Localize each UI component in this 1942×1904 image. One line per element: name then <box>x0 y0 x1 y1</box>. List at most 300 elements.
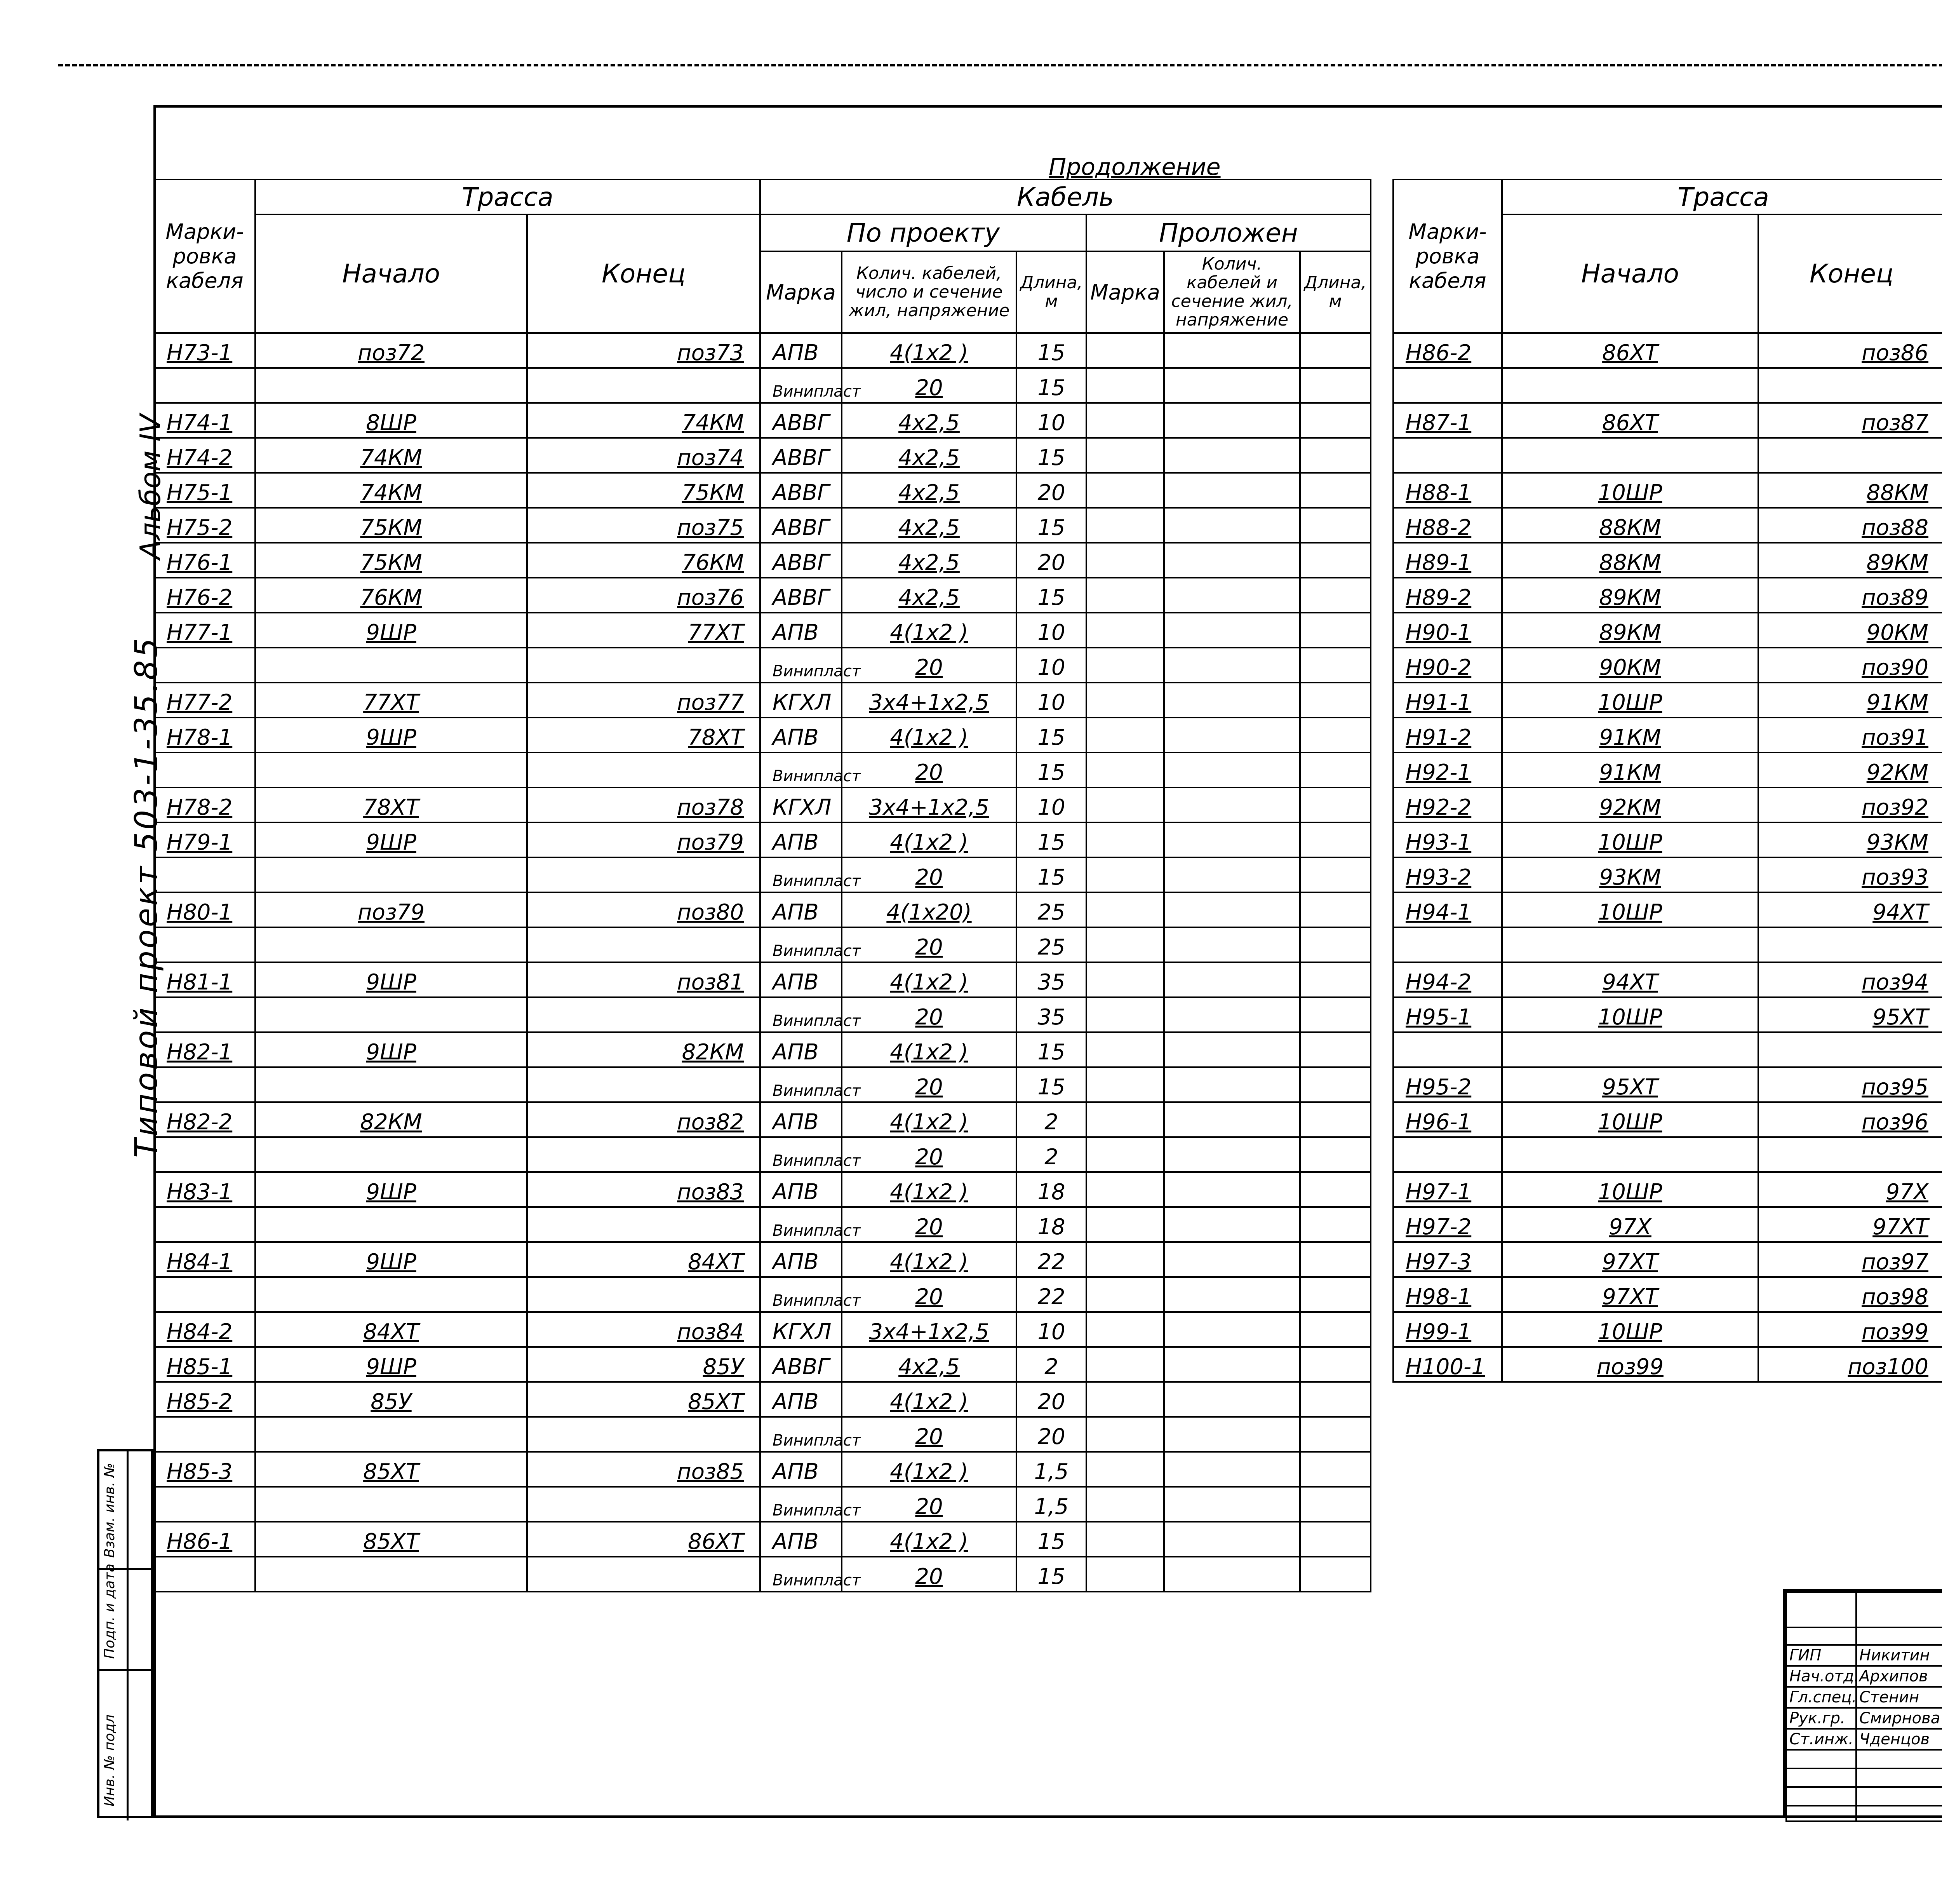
cable-mark <box>154 997 255 1032</box>
route-end: поз93 <box>1758 857 1942 892</box>
laid-brand <box>1086 927 1164 962</box>
route-start: 9ШР <box>255 1242 527 1277</box>
route-end: поз92 <box>1758 787 1942 822</box>
laid-length <box>1300 1102 1371 1137</box>
laid-spec <box>1164 997 1300 1032</box>
route-end <box>527 1137 760 1172</box>
right-h-mark: Марки-ровка кабеля <box>1393 179 1502 333</box>
right-h-start: Начало <box>1502 214 1758 333</box>
laid-length <box>1300 438 1371 473</box>
route-end: поз91 <box>1758 718 1942 753</box>
cable-mark <box>154 1207 255 1242</box>
cable-brand: Винипласт <box>760 997 842 1032</box>
cable-mark: Н96-1 <box>1393 1102 1502 1137</box>
table-row <box>154 1067 1371 1102</box>
role-0: ГИП <box>1786 1645 1856 1666</box>
cable-brand: Винипласт <box>760 1207 842 1242</box>
table-row <box>154 1382 1371 1417</box>
table-row <box>1393 997 1942 1032</box>
laid-brand <box>1086 578 1164 613</box>
laid-spec <box>1164 1277 1300 1312</box>
table-row <box>1393 1172 1942 1207</box>
table-row <box>154 1347 1371 1382</box>
role-name-0: Никитин <box>1856 1645 1942 1666</box>
cable-mark <box>1393 368 1502 403</box>
route-end <box>527 368 760 403</box>
table-row <box>154 1207 1371 1242</box>
cable-mark: Н82-2 <box>154 1102 255 1137</box>
route-end: 94ХТ <box>1758 892 1942 927</box>
laid-length <box>1300 1172 1371 1207</box>
laid-brand <box>1086 1557 1164 1592</box>
cable-spec: 4(1х2 ) <box>842 613 1016 648</box>
cable-spec: 20 <box>842 753 1016 787</box>
cable-mark: Н94-1 <box>1393 892 1502 927</box>
table-row <box>154 333 1371 368</box>
laid-length <box>1300 648 1371 683</box>
cable-brand: Винипласт <box>760 1417 842 1452</box>
table-row <box>154 1312 1371 1347</box>
route-start: 91КМ <box>1502 718 1758 753</box>
album-label: Альбом IV <box>134 414 167 559</box>
cable-brand: Винипласт <box>760 927 842 962</box>
cable-mark: Н77-1 <box>154 613 255 648</box>
laid-brand <box>1086 508 1164 543</box>
route-end: поз98 <box>1758 1277 1942 1312</box>
laid-spec <box>1164 1522 1300 1557</box>
cable-mark: Н81-1 <box>154 962 255 997</box>
table-row <box>154 718 1371 753</box>
laid-spec <box>1164 403 1300 438</box>
laid-length <box>1300 822 1371 857</box>
table-row <box>1393 648 1942 683</box>
cable-brand: АПВ <box>760 1172 842 1207</box>
laid-length <box>1300 1207 1371 1242</box>
route-end: поз74 <box>527 438 760 473</box>
cable-brand: АПВ <box>760 1522 842 1557</box>
cable-mark <box>154 1137 255 1172</box>
cable-length: 18 <box>1016 1172 1086 1207</box>
table-row <box>1393 578 1942 613</box>
role-1: Нач.отд. <box>1786 1666 1856 1687</box>
table-row <box>154 438 1371 473</box>
left-h-by-project: По проекту <box>760 214 1086 251</box>
cable-spec: 4(1х20) <box>842 892 1016 927</box>
route-start: 74КМ <box>255 438 527 473</box>
route-end: 91КМ <box>1758 683 1942 718</box>
laid-length <box>1300 1242 1371 1277</box>
cable-mark: Н78-1 <box>154 718 255 753</box>
laid-length <box>1300 1277 1371 1312</box>
route-start: 93КМ <box>1502 857 1758 892</box>
cable-spec: 4(1х2 ) <box>842 1522 1016 1557</box>
route-start: 9ШР <box>255 822 527 857</box>
table-row <box>154 927 1371 962</box>
table-row <box>1393 368 1942 403</box>
table-row <box>1393 473 1942 508</box>
role-name-2: Стенин <box>1856 1687 1942 1708</box>
route-start: 9ШР <box>255 1347 527 1382</box>
table-row <box>1393 1067 1942 1102</box>
role-name-4: Чденцов <box>1856 1729 1942 1750</box>
route-end: 93КМ <box>1758 822 1942 857</box>
table-row <box>154 1242 1371 1277</box>
laid-length <box>1300 683 1371 718</box>
route-start: 75КМ <box>255 508 527 543</box>
cable-mark <box>154 1067 255 1102</box>
cable-mark <box>154 648 255 683</box>
route-start <box>255 857 527 892</box>
project-label: Типовой проект 503-1-35.85 <box>128 636 164 1158</box>
vzam-inv-label: Взам. инв. № <box>102 1463 118 1558</box>
route-end: 82КМ <box>527 1032 760 1067</box>
cable-brand: Винипласт <box>760 1277 842 1312</box>
route-end: 97ХТ <box>1758 1207 1942 1242</box>
cable-brand: АПВ <box>760 822 842 857</box>
cable-mark: Н92-2 <box>1393 787 1502 822</box>
laid-brand <box>1086 1452 1164 1487</box>
role-name-1: Архипов <box>1856 1666 1942 1687</box>
cable-mark <box>1393 438 1502 473</box>
left-h-laid: Проложен <box>1086 214 1371 251</box>
table-row <box>154 857 1371 892</box>
laid-spec <box>1164 962 1300 997</box>
cable-brand: АПВ <box>760 1102 842 1137</box>
route-end: поз76 <box>527 578 760 613</box>
cable-spec: 20 <box>842 648 1016 683</box>
table-row <box>154 543 1371 578</box>
cable-spec: 3х4+1х2,5 <box>842 683 1016 718</box>
laid-length <box>1300 333 1371 368</box>
route-end: поз78 <box>527 787 760 822</box>
table-row <box>154 892 1371 927</box>
laid-brand <box>1086 473 1164 508</box>
table-row <box>154 403 1371 438</box>
route-start: 86ХТ <box>1502 403 1758 438</box>
route-end: поз100 <box>1758 1347 1942 1382</box>
role-2: Гл.спец. <box>1786 1687 1856 1708</box>
laid-spec <box>1164 473 1300 508</box>
cable-spec: 3х4+1х2,5 <box>842 787 1016 822</box>
route-end: поз96 <box>1758 1102 1942 1137</box>
table-row <box>1393 508 1942 543</box>
laid-spec <box>1164 718 1300 753</box>
laid-length <box>1300 997 1371 1032</box>
cable-length: 35 <box>1016 962 1086 997</box>
cable-mark: Н85-3 <box>154 1452 255 1487</box>
laid-length <box>1300 857 1371 892</box>
cable-mark: Н95-2 <box>1393 1067 1502 1102</box>
table-row <box>1393 438 1942 473</box>
laid-spec <box>1164 368 1300 403</box>
table-row <box>154 648 1371 683</box>
laid-spec <box>1164 1032 1300 1067</box>
sign-date-label: Подп. и дата <box>102 1563 118 1659</box>
cable-length: 10 <box>1016 787 1086 822</box>
cable-brand: Винипласт <box>760 368 842 403</box>
role-4: Ст.инж. <box>1786 1729 1856 1750</box>
route-end: 78ХТ <box>527 718 760 753</box>
cable-length: 35 <box>1016 997 1086 1032</box>
laid-length <box>1300 1452 1371 1487</box>
table-row <box>1393 1207 1942 1242</box>
route-end: 75КМ <box>527 473 760 508</box>
title-block <box>1783 1589 1942 1818</box>
cable-mark: Н90-2 <box>1393 648 1502 683</box>
route-end <box>527 1067 760 1102</box>
laid-brand <box>1086 543 1164 578</box>
cable-brand: АВВГ <box>760 578 842 613</box>
right-table-body <box>1393 333 1942 1382</box>
route-end: поз90 <box>1758 648 1942 683</box>
cable-brand: Винипласт <box>760 1137 842 1172</box>
table-row <box>1393 892 1942 927</box>
table-row <box>154 822 1371 857</box>
cable-mark <box>154 753 255 787</box>
cable-mark <box>154 1487 255 1522</box>
table-row <box>1393 1102 1942 1137</box>
cable-length: 10 <box>1016 403 1086 438</box>
left-h-length2: Длина, м <box>1300 251 1371 333</box>
cable-length: 15 <box>1016 1522 1086 1557</box>
route-end <box>527 753 760 787</box>
table-row <box>1393 822 1942 857</box>
cable-mark <box>1393 1032 1502 1067</box>
table-row <box>154 1557 1371 1592</box>
cable-length: 25 <box>1016 927 1086 962</box>
laid-spec <box>1164 1417 1300 1452</box>
laid-spec <box>1164 787 1300 822</box>
left-h-brand: Марка <box>760 251 842 333</box>
cable-length: 10 <box>1016 648 1086 683</box>
route-end <box>1758 1137 1942 1172</box>
cable-length: 22 <box>1016 1277 1086 1312</box>
laid-spec <box>1164 1137 1300 1172</box>
cable-spec: 20 <box>842 1417 1016 1452</box>
laid-spec <box>1164 578 1300 613</box>
route-start <box>255 1417 527 1452</box>
roles-table <box>1785 1592 1942 1822</box>
cable-spec: 20 <box>842 1277 1016 1312</box>
laid-spec <box>1164 1207 1300 1242</box>
cable-length: 10 <box>1016 613 1086 648</box>
table-row <box>154 1102 1371 1137</box>
cable-brand: КГХЛ <box>760 787 842 822</box>
route-start: 90КМ <box>1502 648 1758 683</box>
laid-length <box>1300 578 1371 613</box>
table-row <box>154 613 1371 648</box>
laid-spec <box>1164 1242 1300 1277</box>
cable-length: 20 <box>1016 1417 1086 1452</box>
laid-length <box>1300 543 1371 578</box>
route-start: 9ШР <box>255 1032 527 1067</box>
laid-brand <box>1086 1172 1164 1207</box>
cable-length: 10 <box>1016 1312 1086 1347</box>
cable-spec: 4(1х2 ) <box>842 333 1016 368</box>
route-start: 97Х <box>1502 1207 1758 1242</box>
laid-brand <box>1086 1242 1164 1277</box>
cable-spec: 4(1х2 ) <box>842 822 1016 857</box>
cable-mark <box>154 1417 255 1452</box>
top-dashed-line <box>58 64 1942 66</box>
laid-length <box>1300 927 1371 962</box>
laid-length <box>1300 1522 1371 1557</box>
route-start: 10ШР <box>1502 822 1758 857</box>
route-end <box>1758 368 1942 403</box>
route-start: 92КМ <box>1502 787 1758 822</box>
route-start <box>255 997 527 1032</box>
cable-length: 15 <box>1016 1067 1086 1102</box>
cable-mark: Н77-2 <box>154 683 255 718</box>
laid-length <box>1300 1347 1371 1382</box>
cable-brand: Винипласт <box>760 857 842 892</box>
table-row <box>154 1452 1371 1487</box>
cable-mark <box>1393 927 1502 962</box>
cable-mark: Н75-2 <box>154 508 255 543</box>
cable-mark: Н88-2 <box>1393 508 1502 543</box>
cable-length: 2 <box>1016 1137 1086 1172</box>
route-start <box>255 1067 527 1102</box>
route-end <box>527 1207 760 1242</box>
route-end: поз84 <box>527 1312 760 1347</box>
route-end <box>527 1277 760 1312</box>
cable-mark: Н78-2 <box>154 787 255 822</box>
route-end: поз94 <box>1758 962 1942 997</box>
laid-brand <box>1086 1312 1164 1347</box>
route-start <box>255 1207 527 1242</box>
laid-spec <box>1164 857 1300 892</box>
inv-podl-label: Инв. № подл <box>102 1714 118 1806</box>
route-end <box>1758 927 1942 962</box>
route-end: поз81 <box>527 962 760 997</box>
route-end: поз73 <box>527 333 760 368</box>
cable-mark: Н87-1 <box>1393 403 1502 438</box>
cable-spec: 20 <box>842 997 1016 1032</box>
laid-brand <box>1086 1487 1164 1522</box>
cable-mark <box>154 927 255 962</box>
laid-length <box>1300 1487 1371 1522</box>
laid-brand <box>1086 1032 1164 1067</box>
left-h-qty2: Колич. кабелей и сечение жил, напряжение <box>1164 251 1300 333</box>
route-end: 89КМ <box>1758 543 1942 578</box>
cable-brand: АВВГ <box>760 1347 842 1382</box>
laid-brand <box>1086 1207 1164 1242</box>
route-end <box>527 648 760 683</box>
route-start: 89КМ <box>1502 578 1758 613</box>
cable-brand: АПВ <box>760 962 842 997</box>
route-end <box>527 997 760 1032</box>
cable-length: 22 <box>1016 1242 1086 1277</box>
route-end: 90КМ <box>1758 613 1942 648</box>
table-row <box>154 1522 1371 1557</box>
route-start: поз79 <box>255 892 527 927</box>
table-row <box>154 997 1371 1032</box>
route-start: 9ШР <box>255 1172 527 1207</box>
route-end: 85ХТ <box>527 1382 760 1417</box>
cable-brand: АВВГ <box>760 403 842 438</box>
route-end: 85У <box>527 1347 760 1382</box>
cable-mark <box>154 368 255 403</box>
table-row <box>154 1172 1371 1207</box>
cable-spec: 4(1х2 ) <box>842 1382 1016 1417</box>
laid-length <box>1300 508 1371 543</box>
left-h-start: Начало <box>255 214 527 333</box>
left-h-route: Трасса <box>255 179 760 214</box>
cable-length: 15 <box>1016 1557 1086 1592</box>
laid-spec <box>1164 1487 1300 1522</box>
cable-spec: 20 <box>842 1207 1016 1242</box>
cable-mark: Н75-1 <box>154 473 255 508</box>
cable-length: 15 <box>1016 578 1086 613</box>
route-start <box>1502 438 1758 473</box>
cable-spec: 20 <box>842 368 1016 403</box>
route-start <box>255 927 527 962</box>
left-h-end: Конец <box>527 214 760 333</box>
cable-brand: АПВ <box>760 718 842 753</box>
cable-spec: 20 <box>842 1067 1016 1102</box>
table-row <box>154 473 1371 508</box>
laid-brand <box>1086 1522 1164 1557</box>
laid-spec <box>1164 508 1300 543</box>
route-start: 10ШР <box>1502 1102 1758 1137</box>
cable-mark: Н98-1 <box>1393 1277 1502 1312</box>
route-start: 97ХТ <box>1502 1242 1758 1277</box>
route-start: 77ХТ <box>255 683 527 718</box>
laid-length <box>1300 368 1371 403</box>
cable-brand: КГХЛ <box>760 1312 842 1347</box>
route-end: 97Х <box>1758 1172 1942 1207</box>
table-row <box>1393 718 1942 753</box>
cable-spec: 4(1х2 ) <box>842 1032 1016 1067</box>
laid-length <box>1300 1137 1371 1172</box>
cable-mark: Н97-2 <box>1393 1207 1502 1242</box>
cable-brand: АПВ <box>760 892 842 927</box>
route-start: 91КМ <box>1502 753 1758 787</box>
laid-brand <box>1086 787 1164 822</box>
route-start: 10ШР <box>1502 1312 1758 1347</box>
route-end: поз97 <box>1758 1242 1942 1277</box>
cable-spec: 4(1х2 ) <box>842 1172 1016 1207</box>
route-end: поз99 <box>1758 1312 1942 1347</box>
route-end: 88КМ <box>1758 473 1942 508</box>
route-end: поз95 <box>1758 1067 1942 1102</box>
laid-length <box>1300 962 1371 997</box>
route-start <box>1502 1032 1758 1067</box>
route-start: 76КМ <box>255 578 527 613</box>
route-end: 77ХТ <box>527 613 760 648</box>
cable-mark: Н86-2 <box>1393 333 1502 368</box>
laid-brand <box>1086 718 1164 753</box>
cable-mark: Н80-1 <box>154 892 255 927</box>
route-end: 92КМ <box>1758 753 1942 787</box>
route-end <box>527 1417 760 1452</box>
table-row <box>154 368 1371 403</box>
cable-mark: Н93-2 <box>1393 857 1502 892</box>
cable-mark: Н100-1 <box>1393 1347 1502 1382</box>
right-cable-table <box>1392 179 1942 1383</box>
cable-length: 10 <box>1016 683 1086 718</box>
table-row <box>154 1032 1371 1067</box>
cable-spec: 20 <box>842 1137 1016 1172</box>
cable-length: 15 <box>1016 1032 1086 1067</box>
laid-brand <box>1086 1137 1164 1172</box>
role-name-3: Смирнова <box>1856 1708 1942 1729</box>
route-end: поз85 <box>527 1452 760 1487</box>
laid-spec <box>1164 1172 1300 1207</box>
table-row <box>154 578 1371 613</box>
laid-brand <box>1086 368 1164 403</box>
cable-mark: Н86-1 <box>154 1522 255 1557</box>
